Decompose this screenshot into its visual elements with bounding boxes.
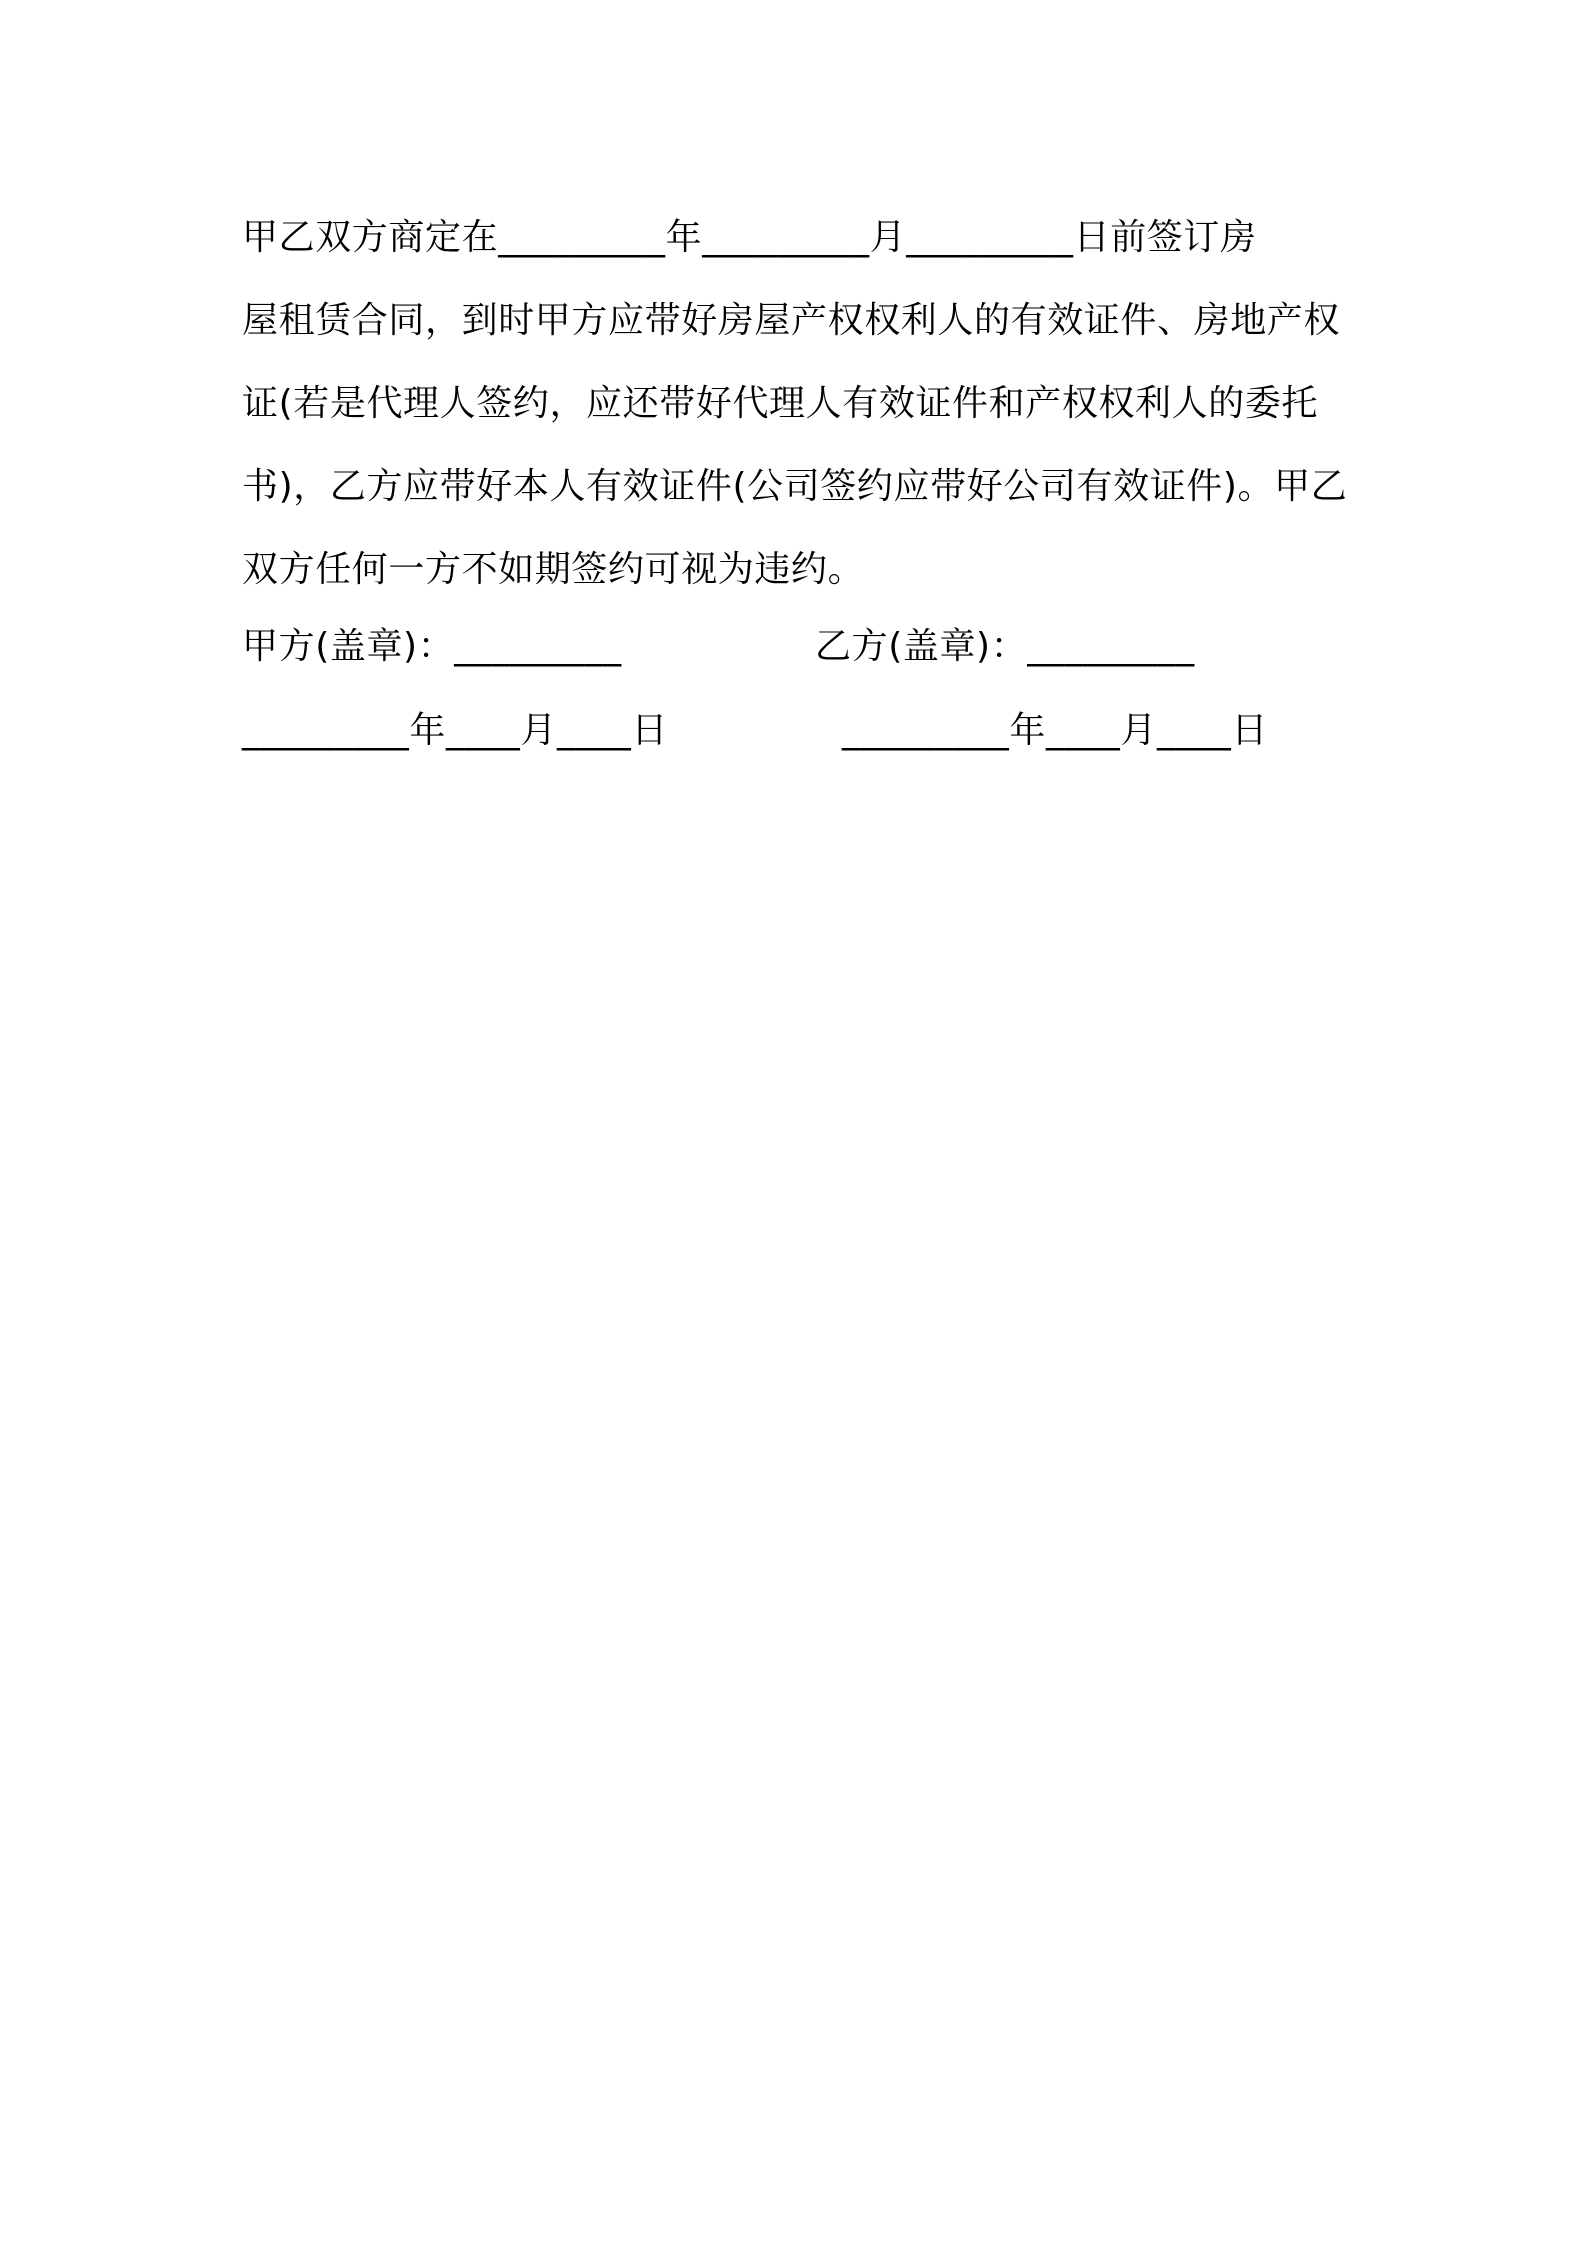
party-b-seal-label: 乙方(盖章)：_________ (815, 626, 1195, 667)
paragraph-line: 屋租赁合同，到时甲方应带好房屋产权权利人的有效证件、房地产权 (242, 300, 1341, 341)
paragraph-line: 书)，乙方应带好本人有效证件(公司签约应带好公司有效证件)。甲乙 (242, 466, 1348, 507)
paragraph-line: 甲乙双方商定在_________年_________月_________日前签订房 (242, 217, 1257, 258)
party-a-date: _________年____月____日 (242, 710, 668, 751)
contract-paragraph (242, 196, 1362, 611)
paragraph-line: 证(若是代理人签约，应还带好代理人有效证件和产权权利人的委托 (242, 383, 1319, 424)
party-a-seal-label: 甲方(盖章)：_________ (242, 626, 622, 667)
paragraph-line: 双方任何一方不如期签约可视为违约。 (242, 549, 865, 590)
party-b-date: _________年____月____日 (842, 710, 1268, 751)
